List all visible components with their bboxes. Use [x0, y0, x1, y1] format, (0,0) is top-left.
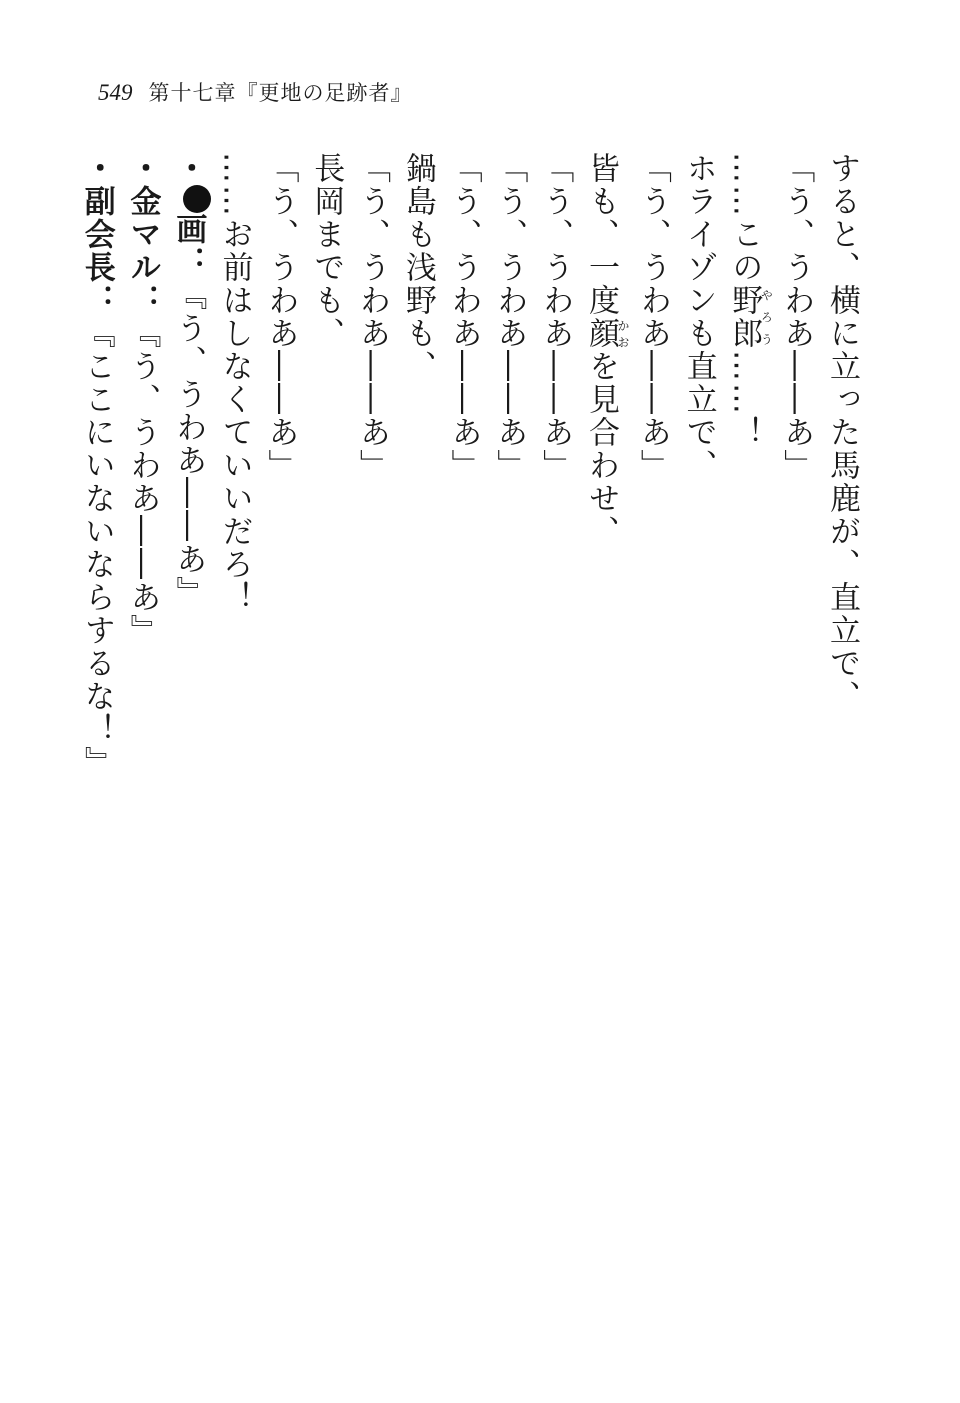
text-line: ……お前はしなくていいだろ！: [216, 152, 253, 614]
text-segment: ……！: [726, 350, 763, 449]
dialogue-line: 「う、うわあ――あ」: [778, 152, 815, 482]
chapter-title: 第十七章『更地の足跡者』: [148, 81, 413, 105]
text-line-with-ruby: [577, 152, 629, 712]
dialogue-line: 「う、うわあ――あ」: [262, 152, 299, 482]
chat-line: [73, 152, 119, 779]
bullet-mark: ・: [78, 152, 115, 185]
running-header: [98, 78, 413, 109]
ruby-word: [583, 317, 631, 350]
chat-message: 『ここにいないならするな！』: [78, 317, 115, 779]
dialogue-line: 「う、うわあ――あ」: [491, 152, 528, 482]
chat-speaker: 金マル：: [124, 185, 161, 317]
text-line: 長岡までも、: [308, 152, 345, 350]
bullet-mark: ・: [170, 152, 207, 185]
text-segment: 皆も、一度: [583, 152, 620, 317]
vertical-body-text: [73, 152, 864, 779]
chat-message: 『う、うわあ――あ』: [170, 279, 207, 609]
dialogue-line: 「う、うわあ――あ」: [634, 152, 671, 482]
bullet-mark: ・: [124, 152, 161, 185]
dialogue-line: 「う、うわあ――あ」: [354, 152, 391, 482]
text-line: 鍋島も浅野も、: [399, 152, 436, 383]
ruby-base: 顔: [583, 317, 620, 350]
dialogue-line: 「う、うわあ――あ」: [445, 152, 482, 482]
text-segment: を見合わせ、: [583, 350, 620, 548]
black-circle-icon: [183, 185, 211, 213]
chat-speaker: 画：: [170, 213, 207, 279]
page-number: 549: [98, 80, 133, 105]
ruby-base: 野郎: [726, 284, 763, 350]
text-line-with-ruby: [721, 152, 773, 712]
ruby-word: [726, 284, 774, 350]
text-line: すると、横に立った馬鹿が、直立で、: [824, 152, 860, 713]
chat-message: 『う、うわあ――あ』: [124, 317, 161, 647]
text-segment: ……この: [726, 152, 763, 284]
chat-speaker: 副会長：: [78, 185, 115, 317]
ruby-reading: やろう: [759, 284, 774, 350]
ruby-reading: かお: [616, 317, 631, 350]
chat-line: [165, 152, 211, 712]
chat-line: [119, 152, 165, 712]
text-line: ホライゾンも直立で、: [680, 152, 717, 482]
dialogue-line: 「う、うわあ――あ」: [537, 152, 574, 482]
